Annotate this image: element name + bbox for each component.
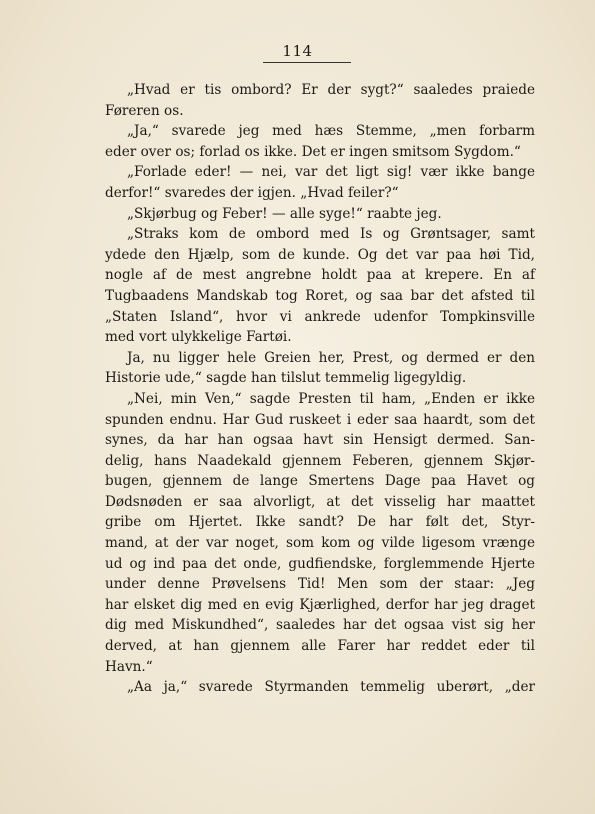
text-line: „Aa ja,“ svarede Styrmanden temmelig uberørt, „der [127,679,535,696]
text-line: med vort ulykkelige Fartøi. [105,329,292,346]
text-line: ydede den Hjælp, som de kunde. Og det var paa høi Tid, [105,246,535,263]
text-line: „Staten Island“, hvor vi ankrede udenfor Tompkinsville [105,308,535,325]
text-line: nogle af de mest angrebne holdt paa at krepere. En af [105,267,535,284]
text-line: „Skjørbug og Feber! — alle syge!“ raabte jeg. [127,205,442,222]
text-line: Tugbaadens Mandskab tog Roret, og saa bar det afsted til [105,287,535,304]
text-line: under denne Prøvelsens Tid! Men som der staar: „Jeg [105,576,535,593]
header-rule [263,62,351,63]
text-line: Historie ude,“ sagde han tilslut temmelig ligegyldig. [105,370,467,387]
text-line: delig, hans Naadekald gjennem Feberen, gjennem Skjør- [105,452,535,469]
text-line: dig med Miskundhed“, saaledes har det ogsaa vist sig her [105,617,535,634]
text-line: derved, at han gjennem alle Farer har reddet eder til [105,638,535,655]
text-line: derfor!“ svaredes der igjen. „Hvad feiler?“ [105,184,399,201]
text-line: mand, at der var noget, som kom og vilde ligesom vrænge [105,535,535,552]
text-line: Dødsnøden er saa alvorligt, at det visselig har maattet [105,493,535,510]
text-line: eder over os; forlad os ikke. Det er ingen smitsom Sygdom.“ [105,143,521,160]
text-line: bugen, gjennem de lange Smertens Dage paa Havet og [105,473,535,490]
text-line: gribe om Hjertet. Ikke sandt? De har følt det, Styr- [105,514,535,531]
text-line: spunden endnu. Har Gud ruskeet i eder saa haardt, som det [105,411,535,428]
text-line: har elsket dig med en evig Kjærlighed, derfor har jeg draget [105,596,535,613]
text-line: „Hvad er tis ombord? Er der sygt?“ saaledes praiede [127,82,535,98]
page-number: 114 [282,42,313,60]
text-line: Føreren os. [105,102,184,119]
text-line: „Straks kom de ombord med Is og Grøntsager, samt [127,226,535,243]
text-line: „Nei, min Ven,“ sagde Presten til ham, „Enden er ikke [127,390,535,407]
text-line: Havn.“ [105,658,153,675]
text-line: Ja, nu ligger hele Greien her, Prest, og dermed er den [127,349,535,366]
text-line: ud og ind paa det onde, gudfiendske, forglemmende Hjerte [105,555,535,572]
text-line: „Forlade eder! — nei, var det ligt sig! vær ikke bange [127,164,535,181]
text-line: synes, da har han ogsaa havt sin Hensigt dermed. San- [105,432,535,449]
body-text [105,80,535,698]
text-line: „Ja,“ svarede jeg med hæs Stemme, „men forbarm [127,123,535,140]
